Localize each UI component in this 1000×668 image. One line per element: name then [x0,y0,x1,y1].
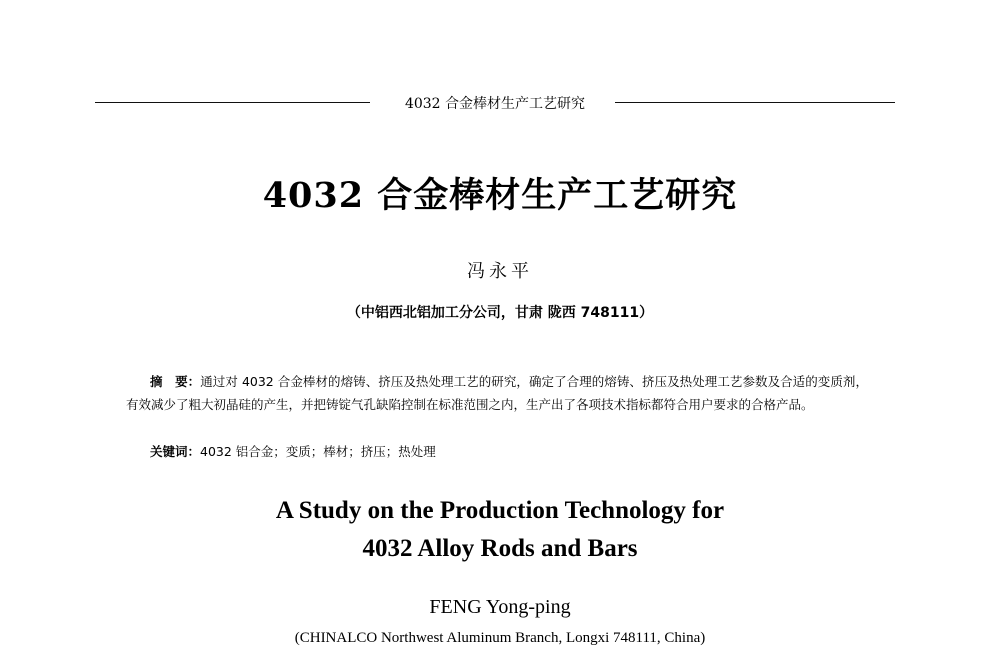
affiliation-english: (CHINALCO Northwest Aluminum Branch, Longxi 748111, China) [294,630,706,646]
running-header-text: 4032 合金棒材生产工艺研究 [404,96,586,112]
running-header [95,92,895,112]
header-rule-left [95,102,370,103]
paper-title-english-line2: 4032 Alloy Rods and Bars [362,535,638,562]
paper-title-chinese: 4032 合金棒材生产工艺研究 [262,175,738,216]
keywords-text: 4032 铝合金；变质；棒材；挤压；热处理 [200,444,436,459]
author-chinese: 冯永平 [467,261,533,282]
header-rule-right [615,102,895,103]
keywords-label: 关键词： [150,444,201,459]
abstract-text: 通过对 4032 合金棒材的熔铸、挤压及热处理工艺的研究，确定了合理的熔铸、挤压及热处理工艺参数及合适的变质剂，有效减少了粗大初晶硅的产生，并把铸锭气孔缺陷控制在标准范围之内，生产出了各项技术指标都符合用户要求的合格产品。 [126,374,868,412]
abstract-label: 摘 要： [150,374,201,389]
abstract [126,370,868,416]
affiliation-chinese: （中铝西北铝加工分公司，甘肃 陇西 748111） [346,305,654,321]
paper-title-english-line1: A Study on the Production Technology for [275,497,725,524]
abstract-paragraph [126,370,868,416]
author-english: FENG Yong-ping [429,596,571,618]
keywords [150,440,436,463]
paper-title-english [0,492,1000,568]
